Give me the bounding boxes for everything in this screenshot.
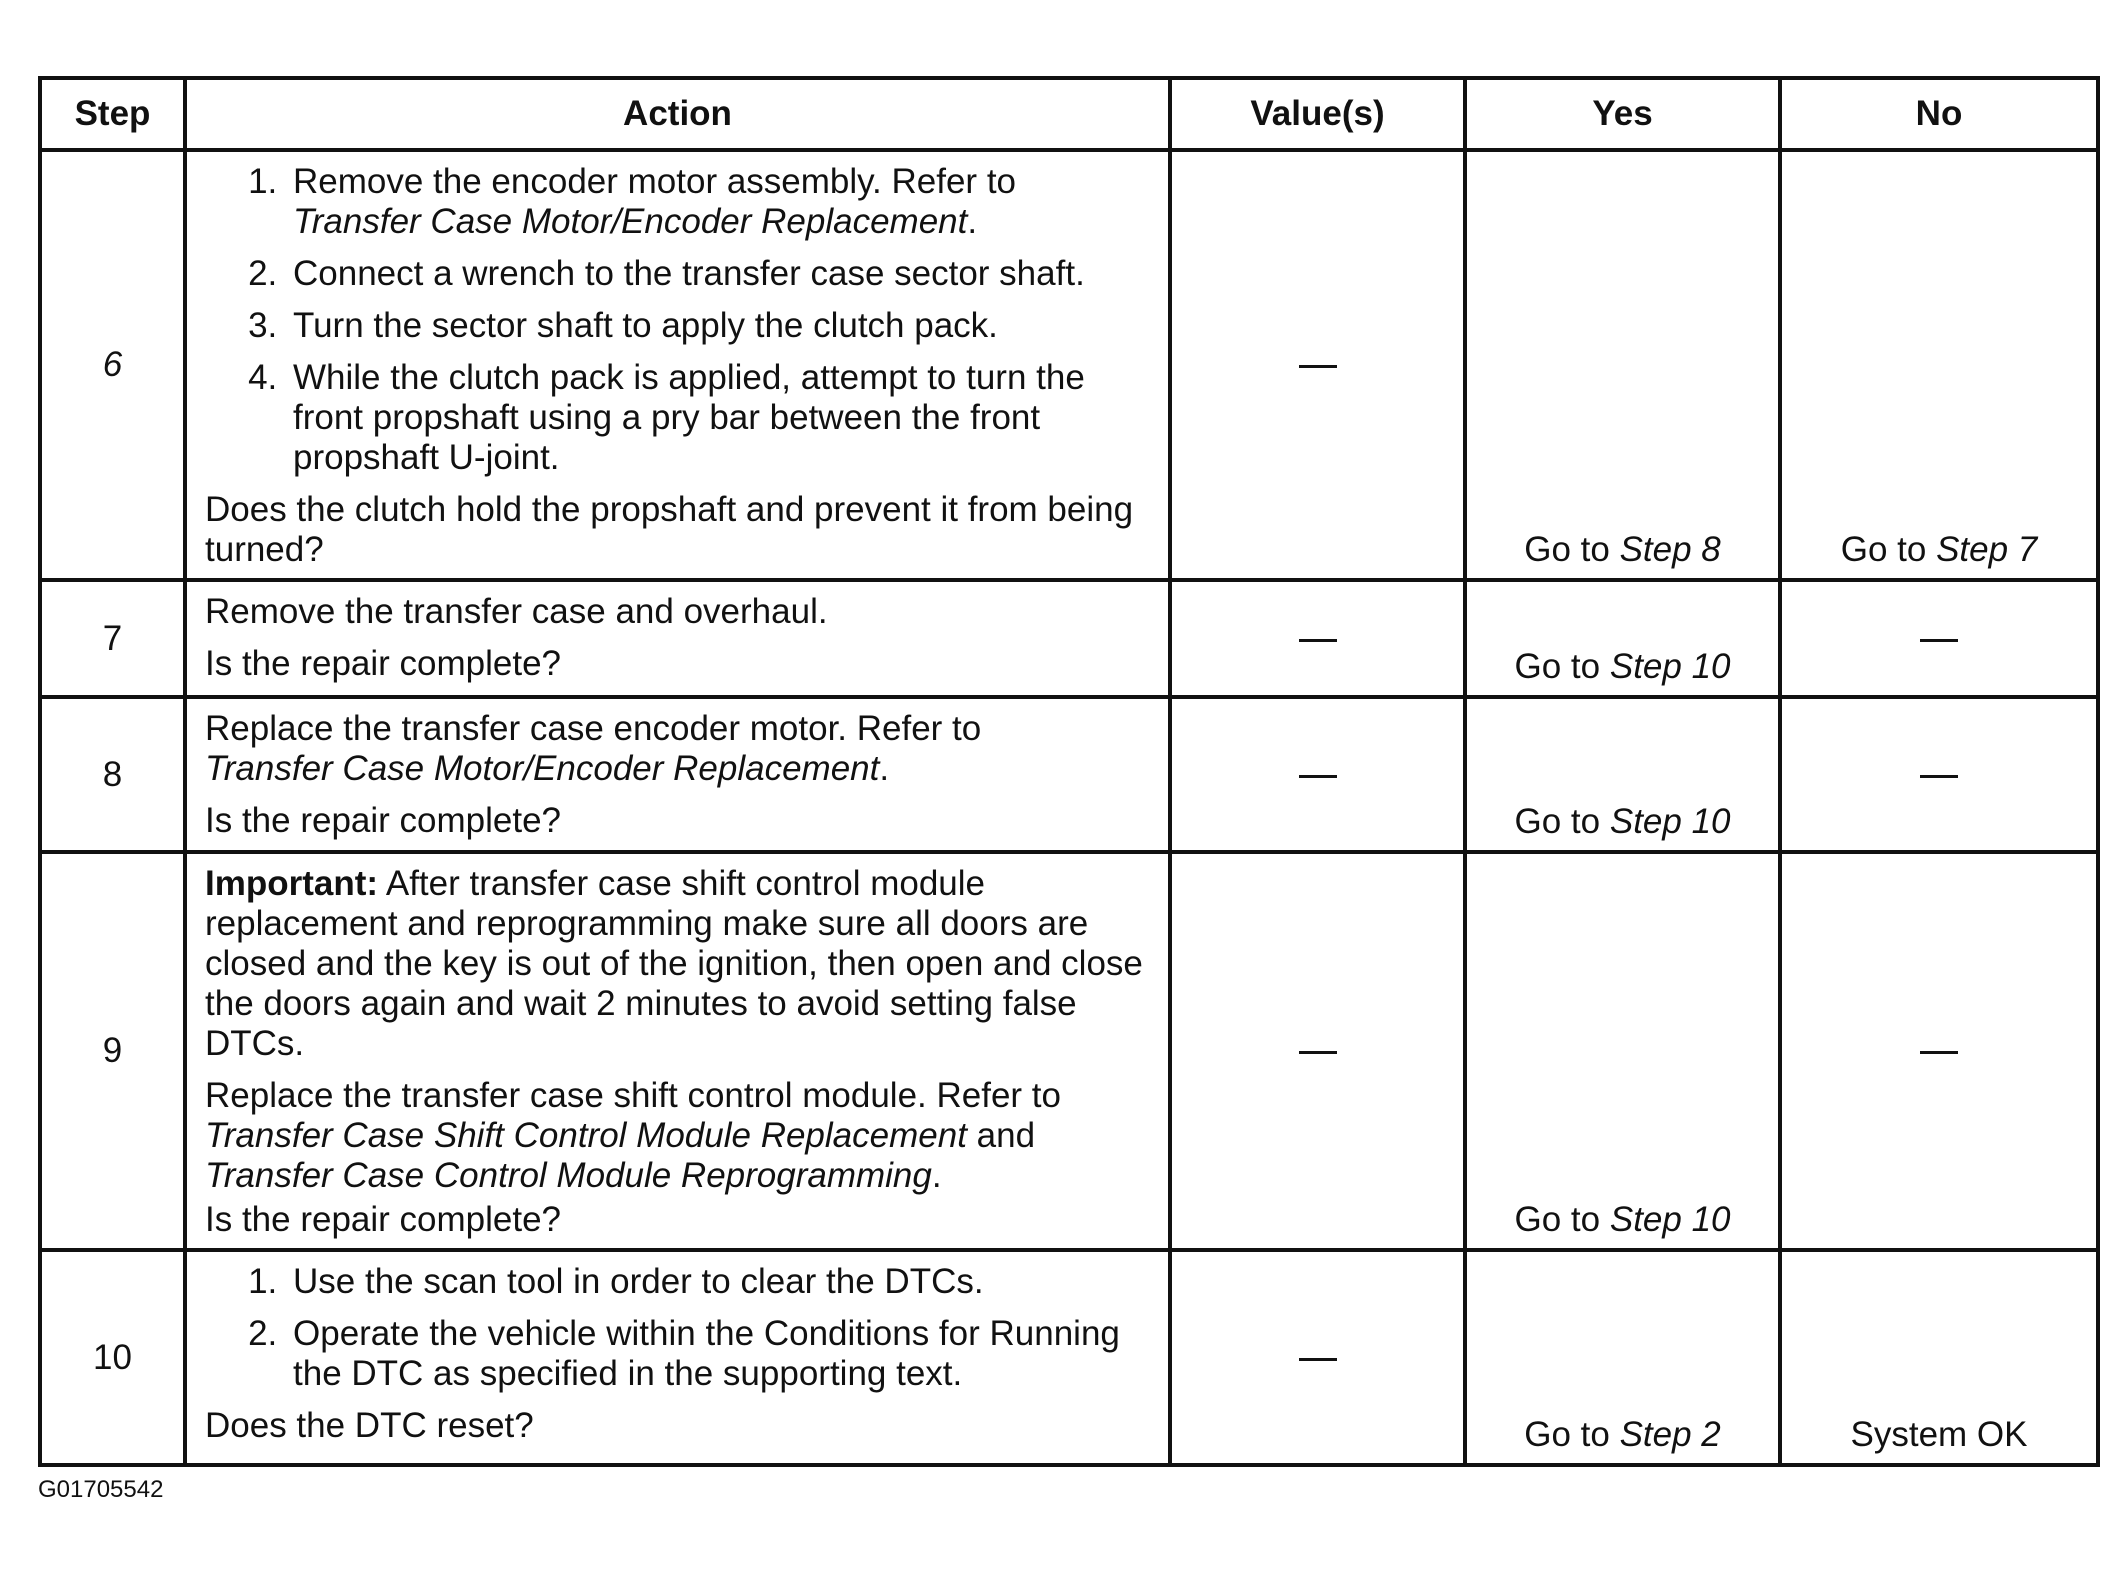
diagnostic-table (38, 76, 2100, 1467)
yes-cell[interactable] (1465, 580, 1780, 697)
em-dash (1299, 639, 1337, 642)
table-row-step-7 (40, 580, 2098, 697)
yes-cell[interactable] (1465, 1250, 1780, 1465)
header-step: Step (40, 78, 185, 150)
list-item: 4. While the clutch pack is applied, attempt to turn the front propshaft using a pry bar between the front propshaft U-joint. (287, 358, 1150, 478)
no-cell (1780, 1250, 2098, 1465)
table-header-row (40, 78, 2098, 150)
reference-link[interactable]: Transfer Case Motor/Encoder Replacement (205, 749, 880, 788)
list-item (287, 162, 1150, 242)
action-text: Remove the encoder motor assembly. Refer to (293, 162, 1017, 201)
action-cell (185, 1250, 1170, 1465)
no-cell (1780, 697, 2098, 852)
action-cell (185, 580, 1170, 697)
value-cell (1170, 697, 1465, 852)
value-cell (1170, 580, 1465, 697)
yes-step-link[interactable]: Step 10 (1609, 802, 1731, 841)
header-yes: Yes (1465, 78, 1780, 150)
step-number: 8 (40, 697, 185, 852)
action-text-line: Replace the transfer case shift control module. Refer to (205, 1076, 1061, 1115)
step-number: 10 (40, 1250, 185, 1465)
action-question: Is the repair complete? (205, 801, 562, 840)
action-text: Remove the transfer case and overhaul. (205, 592, 828, 631)
yes-prefix: Go to (1514, 802, 1601, 841)
value-cell (1170, 852, 1465, 1250)
reference-link[interactable]: Transfer Case Motor/Encoder Replacement (293, 202, 968, 241)
action-text (205, 1076, 1150, 1196)
conjunction: and (976, 1116, 1036, 1155)
important-text: After transfer case shift control module replacement and reprogramming make sure all doors are closed and the key is out of the ignition, then open and close the doors again and wait 2 minutes to avoid setting false DTCs. (205, 864, 1143, 1063)
no-cell (1780, 852, 2098, 1250)
value-cell (1170, 150, 1465, 580)
no-step-link[interactable]: Step 7 (1936, 530, 2038, 569)
no-prefix: Go to (1840, 530, 1927, 569)
action-question: Does the clutch hold the propshaft and prevent it from being turned? (205, 490, 1134, 569)
yes-prefix: Go to (1524, 530, 1610, 569)
em-dash (1920, 639, 1958, 642)
punctuation: . (931, 1156, 942, 1195)
list-item: 2. Operate the vehicle within the Conditions for Running the DTC as specified in the supporting text. (287, 1314, 1150, 1394)
step-number: 9 (40, 852, 185, 1250)
header-values: Value(s) (1170, 78, 1465, 150)
action-cell (185, 150, 1170, 580)
em-dash (1299, 365, 1337, 368)
yes-cell[interactable] (1465, 150, 1780, 580)
no-text: System OK (1850, 1415, 2028, 1454)
no-cell[interactable] (1780, 150, 2098, 580)
action-question: Is the repair complete? (205, 1200, 562, 1239)
reference-link[interactable]: Transfer Case Control Module Reprogramming (205, 1156, 932, 1195)
list-item: 3. Turn the sector shaft to apply the clutch pack. (287, 306, 1150, 346)
yes-step-link[interactable]: Step 2 (1619, 1415, 1721, 1454)
important-note (205, 864, 1150, 1064)
action-text (205, 709, 1150, 789)
table-row-step-9 (40, 852, 2098, 1250)
no-cell (1780, 580, 2098, 697)
reference-link[interactable]: Transfer Case Shift Control Module Replacement (205, 1116, 967, 1155)
value-cell (1170, 1250, 1465, 1465)
table-row-step-10 (40, 1250, 2098, 1465)
action-cell (185, 852, 1170, 1250)
action-list (205, 162, 1150, 478)
yes-cell[interactable] (1465, 852, 1780, 1250)
step-number: 6 (40, 150, 185, 580)
yes-prefix: Go to (1524, 1415, 1610, 1454)
em-dash (1920, 1051, 1958, 1054)
em-dash (1920, 775, 1958, 778)
header-no: No (1780, 78, 2098, 150)
yes-prefix: Go to (1514, 1200, 1601, 1239)
list-item: 1. Use the scan tool in order to clear the DTCs. (287, 1262, 1150, 1302)
important-label: Important: (205, 864, 379, 903)
punctuation: . (879, 749, 890, 788)
em-dash (1299, 1051, 1337, 1054)
em-dash (1299, 1358, 1337, 1361)
header-action: Action (185, 78, 1170, 150)
action-list (205, 1262, 1150, 1394)
punctuation: . (967, 202, 978, 241)
action-text-line: Replace the transfer case encoder motor. Refer to (205, 709, 982, 748)
yes-step-link[interactable]: Step 10 (1609, 1200, 1731, 1239)
yes-cell[interactable] (1465, 697, 1780, 852)
action-question: Does the DTC reset? (205, 1406, 534, 1445)
step-number: 7 (40, 580, 185, 697)
figure-id: G01705542 (38, 1476, 164, 1503)
action-question: Is the repair complete? (205, 644, 562, 683)
yes-step-link[interactable]: Step 8 (1619, 530, 1721, 569)
table-row-step-8 (40, 697, 2098, 852)
em-dash (1299, 775, 1337, 778)
action-cell (185, 697, 1170, 852)
yes-prefix: Go to (1514, 647, 1601, 686)
list-item: 2. Connect a wrench to the transfer case sector shaft. (287, 254, 1150, 294)
yes-step-link[interactable]: Step 10 (1609, 647, 1731, 686)
table-row-step-6 (40, 150, 2098, 580)
